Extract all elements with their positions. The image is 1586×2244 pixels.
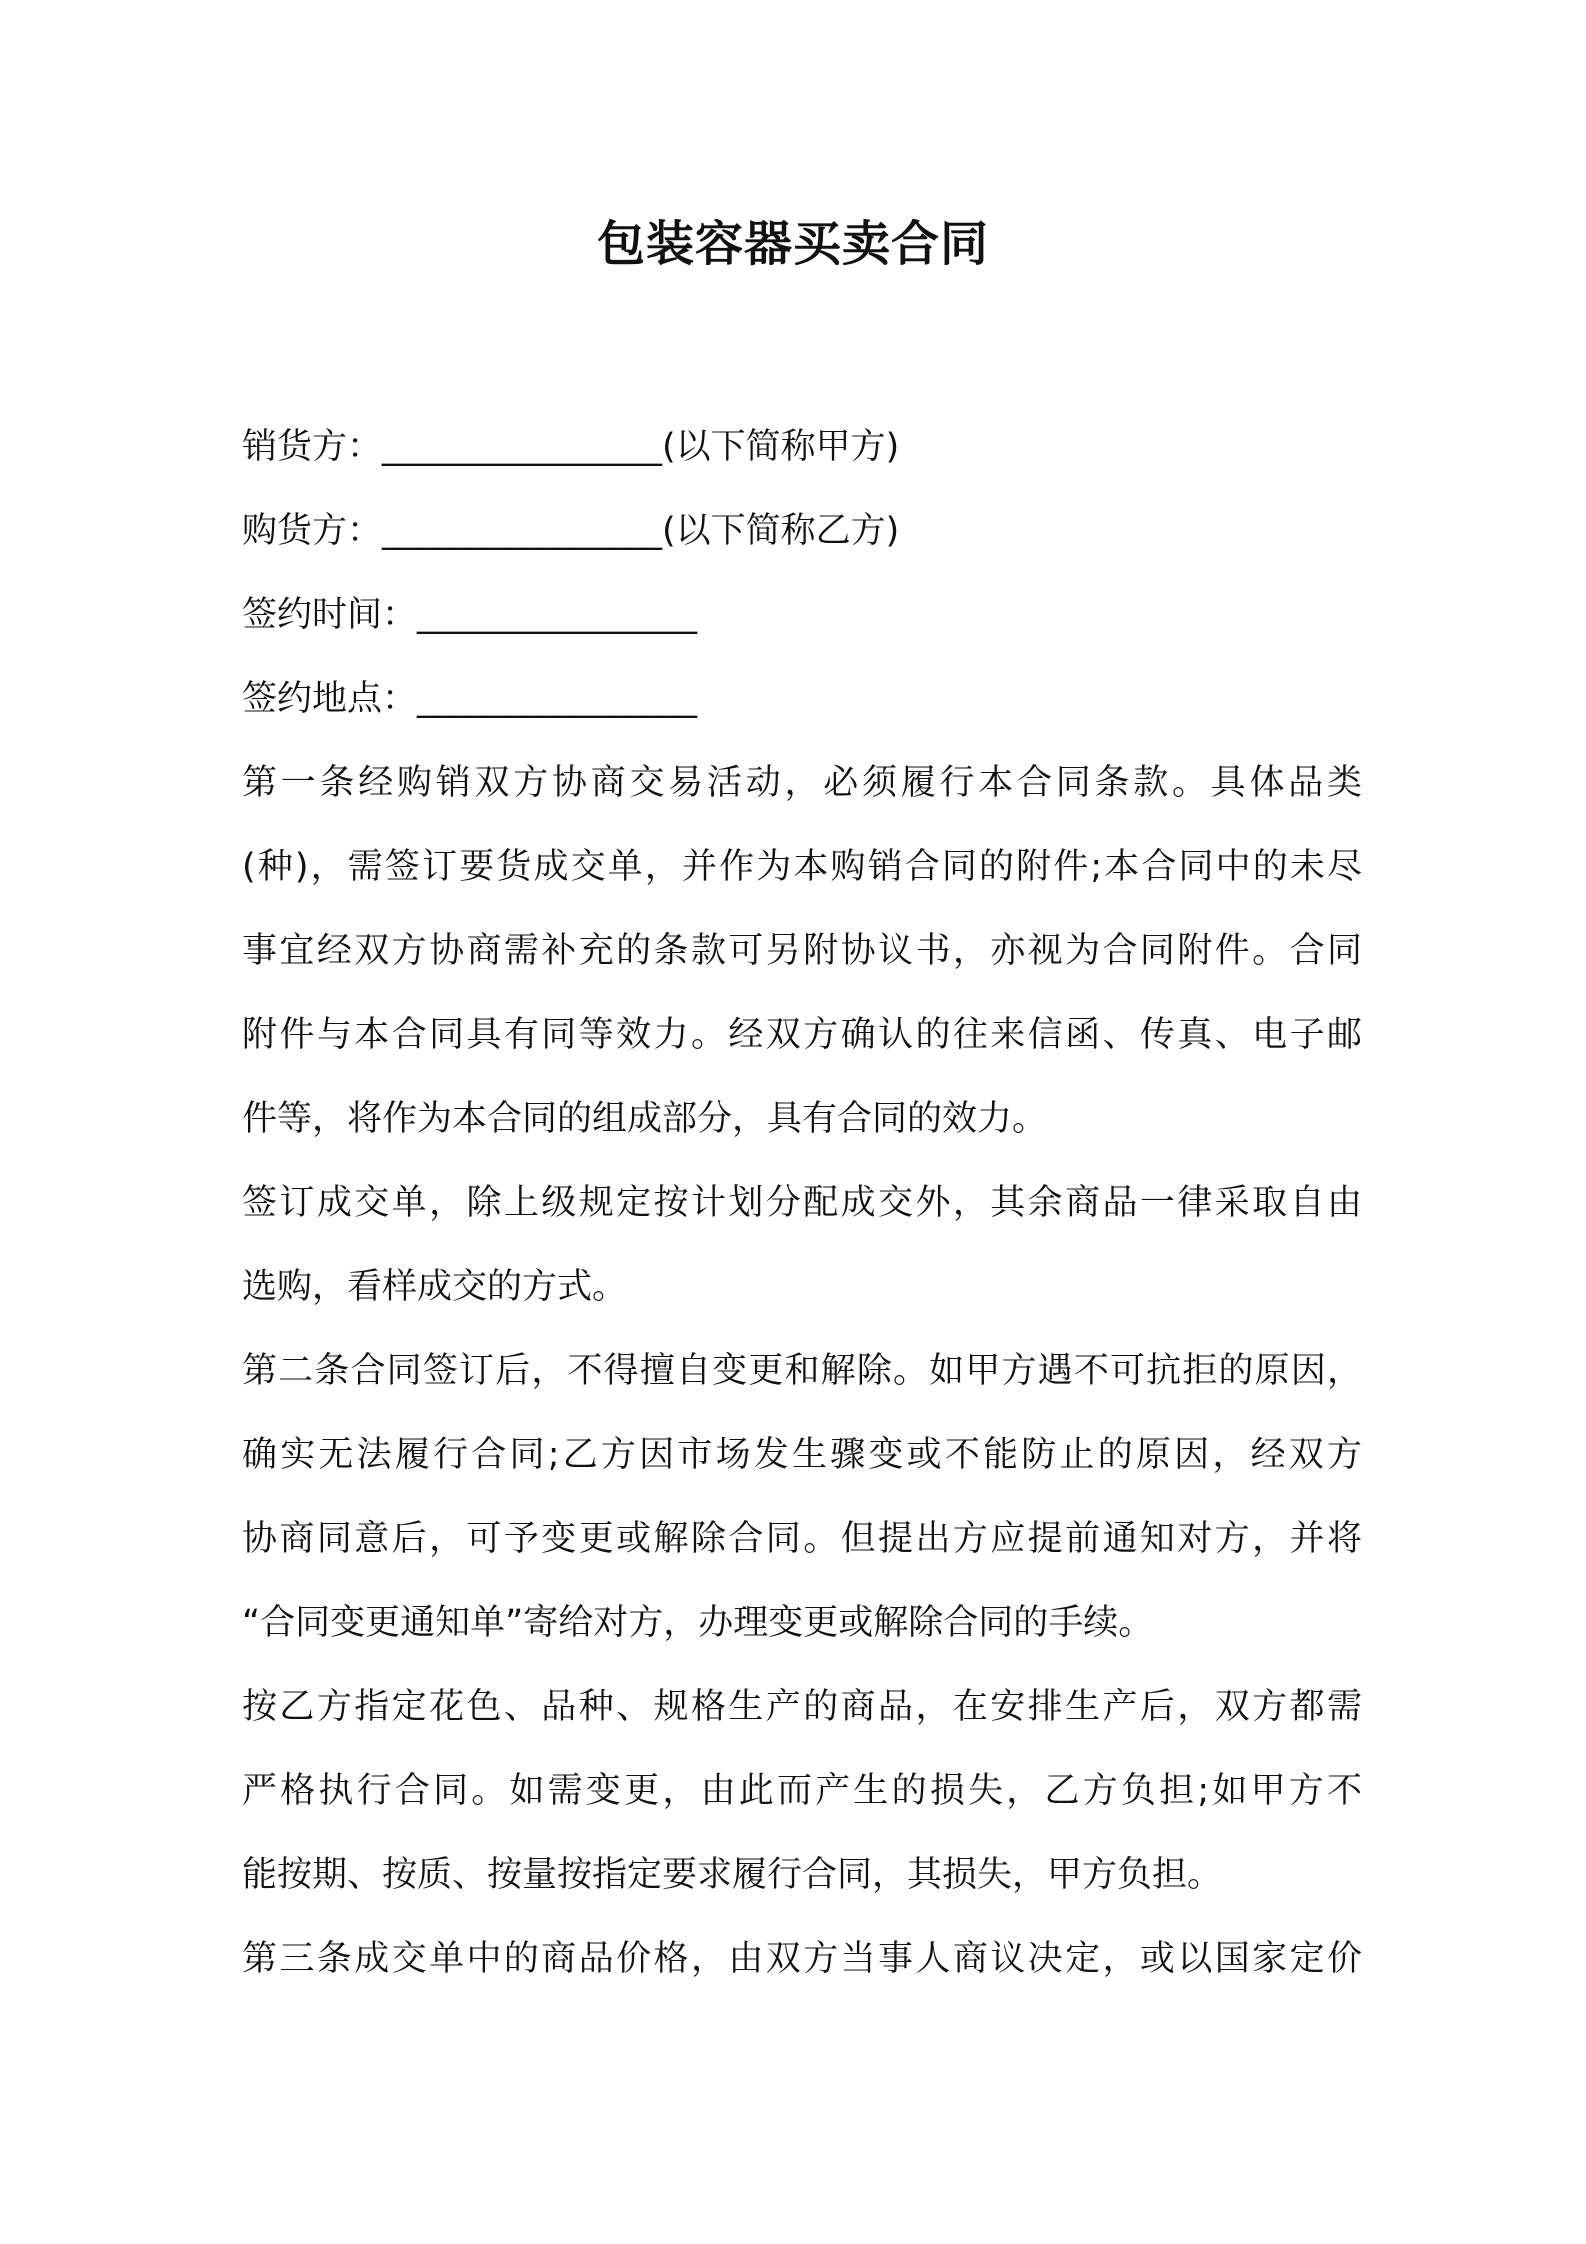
text-line-article2-l2: 确实无法履行合同;乙方因市场发生骤变或不能防止的原因，经双方 [242,1435,1362,1475]
text-line-article2-l3: 协商同意后，可予变更或解除合同。但提出方应提前通知对方，并将 [242,1519,1362,1559]
text-line-article2b-l1: 按乙方指定花色、品种、规格生产的商品，在安排生产后，双方都需 [242,1687,1362,1727]
text-line-article1-l5: 件等，将作为本合同的组成部分，具有合同的效力。 [242,1099,1048,1139]
document-title: 包装容器买卖合同 [596,216,989,272]
text-line-article1-l2: (种)，需签订要货成交单，并作为本购销合同的附件;本合同中的未尽 [242,847,1362,887]
text-line-article1b-l2: 选购，看样成交的方式。 [242,1267,628,1307]
text-line-article1-l3: 事宜经双方协商需补充的条款可另附协议书，亦视为合同附件。合同 [242,931,1362,971]
text-line-article2b-l2: 严格执行合同。如需变更，由此而产生的损失，乙方负担;如甲方不 [242,1771,1362,1811]
text-line-sign-place: 签约地点：________________ [242,679,698,719]
text-line-buyer: 购货方：________________(以下简称乙方) [242,511,900,551]
text-line-article1b-l1: 签订成交单，除上级规定按计划分配成交外，其余商品一律采取自由 [242,1183,1362,1223]
contract-body [242,405,1362,2001]
text-line-article3-l1: 第三条成交单中的商品价格，由双方当事人商议决定，或以国家定价 [242,1939,1362,1979]
text-line-article1-l4: 附件与本合同具有同等效力。经双方确认的往来信函、传真、电子邮 [242,1015,1362,1055]
text-line-seller: 销货方：________________(以下简称甲方) [242,427,900,467]
text-line-article2b-l3: 能按期、按质、按量按指定要求履行合同，其损失，甲方负担。 [242,1855,1223,1895]
text-line-article2-l1: 第二条合同签订后，不得擅自变更和解除。如甲方遇不可抗拒的原因， [242,1351,1362,1391]
text-line-sign-time: 签约时间：________________ [242,595,698,635]
text-line-article2-l4: “合同变更通知单”寄给对方，办理变更或解除合同的手续。 [242,1603,1154,1643]
text-line-article1-l1: 第一条经购销双方协商交易活动，必须履行本合同条款。具体品类 [242,763,1362,803]
